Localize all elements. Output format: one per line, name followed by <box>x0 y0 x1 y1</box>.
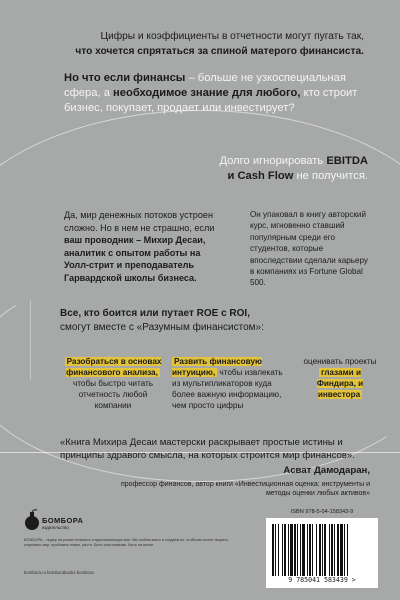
question-two <box>150 154 368 184</box>
benefit-one <box>62 357 164 412</box>
barcode-bar <box>334 524 335 576</box>
question-one-part-c: а <box>103 87 114 100</box>
publisher-name: БОМБОРА <box>42 516 84 525</box>
left-column-part-b: ваш проводник – Михир Десаи, аналитик с опытом работы на Уолл-стрит и преподаватель Гарвардской школы бизнеса. <box>64 235 206 283</box>
benefit-three-bold: глазами и Финдира, и инвестора <box>316 367 364 399</box>
benefit-three <box>300 357 380 401</box>
barcode-bar <box>300 524 301 576</box>
benefit-three-pre: оценивать проекты <box>303 357 377 366</box>
left-column-part-a: Да, мир денежных потоков устроен сложно. Но в нем не страшно, если <box>64 210 215 233</box>
benefit-two <box>172 357 290 412</box>
publisher-sub: издательство <box>42 525 69 530</box>
barcode-bar <box>302 524 305 576</box>
question-one-lead: Но что если финансы <box>64 72 186 84</box>
barcode-bar <box>294 524 296 576</box>
barcode-bar <box>337 524 339 576</box>
ebitda-label: EBITDA <box>326 155 368 167</box>
barcode-bar <box>324 524 326 576</box>
right-column-part-a: Он упаковал в книгу авторский курс, мгновенно ставший популярным среди его студентов, которые впоследствии сделали карьеру в компаниях из Fortune Global 500. <box>250 210 368 288</box>
bombora-logo-icon <box>24 509 40 531</box>
barcode-bar <box>331 524 333 576</box>
barcode-bar <box>284 524 286 576</box>
question-one-highlight: необходимое знание для любого, <box>113 87 301 100</box>
barcode-bar <box>290 524 293 576</box>
barcode-bars <box>272 524 372 576</box>
benefit-one-rest: чтобы быстро читать отчетность любой компании <box>72 378 153 410</box>
barcode-bar <box>344 524 345 576</box>
barcode-bar <box>297 524 298 576</box>
decorative-line <box>30 300 31 380</box>
roi-line-2: смогут вместе с «Разумным финансистом»: <box>60 321 264 333</box>
publisher-socials: bombora.ru bomborabooks bombora <box>24 570 94 575</box>
barcode-bar <box>322 524 323 576</box>
barcode-bar <box>288 524 289 576</box>
roi-line-1: Все, кто боится или путает ROE с ROI, <box>60 308 250 319</box>
review-quote: «Книга Михира Десаи мастерски раскрывает простые истины и принципы здравого смысла, на которых строится мир финансов». <box>60 437 355 462</box>
left-column-text <box>64 209 216 285</box>
right-column-text <box>250 209 374 289</box>
barcode-number: 9 785041 583439 > <box>288 576 356 584</box>
barcode-bar <box>319 524 321 576</box>
barcode-bar <box>316 524 317 576</box>
cashflow-label: и Cash Flow <box>227 170 294 183</box>
intro-text <box>64 30 364 59</box>
benefit-two-bold: Развить финансовую интуицию, <box>172 357 263 377</box>
roi-heading <box>60 307 360 335</box>
barcode-bar <box>309 524 311 576</box>
question-one-part-e: кто строит бизнес, покупает, продает или инвестирует? <box>64 87 358 115</box>
barcode-bar <box>307 524 308 576</box>
barcode-bar <box>312 524 313 576</box>
quote-author-role: профессор финансов, автор книги «Инвестиционная оценка: инструменты и методы оценки любых активов» <box>120 481 370 498</box>
benefit-one-bold: Разобраться в основах финансового анализа, <box>66 357 162 377</box>
barcode-bar <box>340 524 343 576</box>
benefit-two-rest: чтобы извлекать из мультипликаторов куда более важную информацию, чем просто цифры <box>172 367 283 410</box>
intro-line-2: что хочется спрятаться за спиной матерого финансиста. <box>75 45 364 57</box>
barcode-bar <box>275 524 276 576</box>
question-one-part-b: – больше не узкоспециальная сфера, <box>64 72 346 100</box>
intro-line-1: Цифры и коэффициенты в отчетности могут пугать так, <box>100 31 364 42</box>
question-two-part-d: не получится. <box>293 170 368 183</box>
question-one <box>64 71 364 117</box>
barcode-bar <box>272 524 274 576</box>
barcode-bar <box>278 524 279 576</box>
question-two-part-a: Долго игнорировать <box>219 155 327 167</box>
barcode-bar <box>347 524 348 576</box>
publisher-small-print: БОМБОРА – лидер на рынке полезных и вдохновляющих книг. Мы любим книги и создаем их, чтобы вы могли творить, открывать мир, пробовать новое, расти. Быть счастливыми. Быть на волне. <box>24 538 229 547</box>
barcode-bar <box>282 524 283 576</box>
barcode-bar <box>329 524 330 576</box>
quote-author: Асват Дамодаран, <box>283 465 370 476</box>
isbn-label: ISBN 978-5-04-158343-9 <box>290 509 354 515</box>
barcode <box>266 518 378 588</box>
